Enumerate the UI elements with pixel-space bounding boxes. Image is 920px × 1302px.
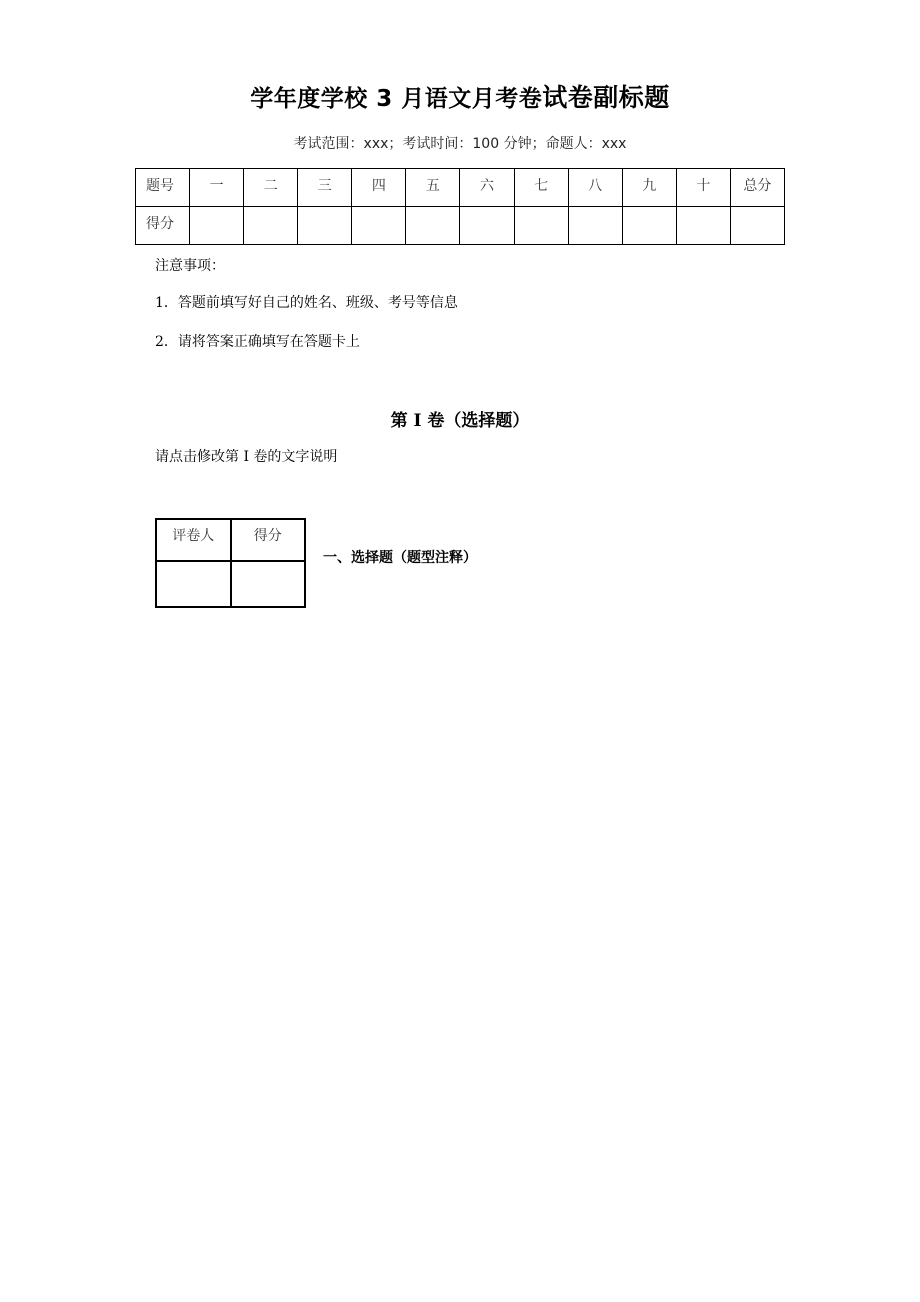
title-subtitle: 试卷副标题 — [542, 83, 670, 112]
question-type-heading: 一、选择题（题型注释） — [323, 550, 477, 566]
score-row-label: 得分 — [136, 207, 190, 245]
score-header-cell: 三 — [298, 169, 352, 207]
score-header-cell: 四 — [352, 169, 406, 207]
score-header-cell: 题号 — [136, 169, 190, 207]
score-header-cell: 十 — [676, 169, 730, 207]
score-cell[interactable] — [190, 207, 244, 245]
score-header-cell: 八 — [568, 169, 622, 207]
score-cell[interactable] — [298, 207, 352, 245]
note-item: 2．请将答案正确填写在答题卡上 — [155, 334, 360, 350]
score-cell[interactable] — [622, 207, 676, 245]
score-cell[interactable] — [406, 207, 460, 245]
score-header-cell: 七 — [514, 169, 568, 207]
section-description[interactable]: 请点击修改第 I 卷的文字说明 — [155, 449, 338, 465]
score-header-cell: 六 — [460, 169, 514, 207]
note-item: 1．答题前填写好自己的姓名、班级、考号等信息 — [155, 295, 458, 311]
title-main: 学年度学校 3 月语文月考卷 — [250, 86, 543, 112]
grader-header-cell: 得分 — [231, 519, 306, 561]
grader-table — [155, 518, 306, 608]
grader-value-row — [156, 561, 305, 607]
score-cell[interactable] — [352, 207, 406, 245]
grader-header-row — [156, 519, 305, 561]
score-cell[interactable] — [568, 207, 622, 245]
notes-heading: 注意事项： — [155, 258, 225, 274]
grader-value-cell[interactable] — [156, 561, 231, 607]
score-header-cell: 九 — [622, 169, 676, 207]
score-cell[interactable] — [676, 207, 730, 245]
exam-info: 考试范围：xxx；考试时间：100 分钟；命题人：xxx — [293, 136, 627, 152]
score-cell[interactable] — [460, 207, 514, 245]
score-cell[interactable] — [244, 207, 298, 245]
grader-header-cell: 评卷人 — [156, 519, 231, 561]
score-cell[interactable] — [730, 207, 784, 245]
score-header-cell: 二 — [244, 169, 298, 207]
score-table — [135, 168, 785, 245]
section-title: 第 I 卷（选择题） — [390, 411, 530, 431]
page-title — [0, 78, 920, 114]
grader-value-cell[interactable] — [231, 561, 306, 607]
score-table-header-row — [136, 169, 785, 207]
score-header-cell: 总分 — [730, 169, 784, 207]
score-table-score-row — [136, 207, 785, 245]
score-cell[interactable] — [514, 207, 568, 245]
score-header-cell: 一 — [190, 169, 244, 207]
score-header-cell: 五 — [406, 169, 460, 207]
